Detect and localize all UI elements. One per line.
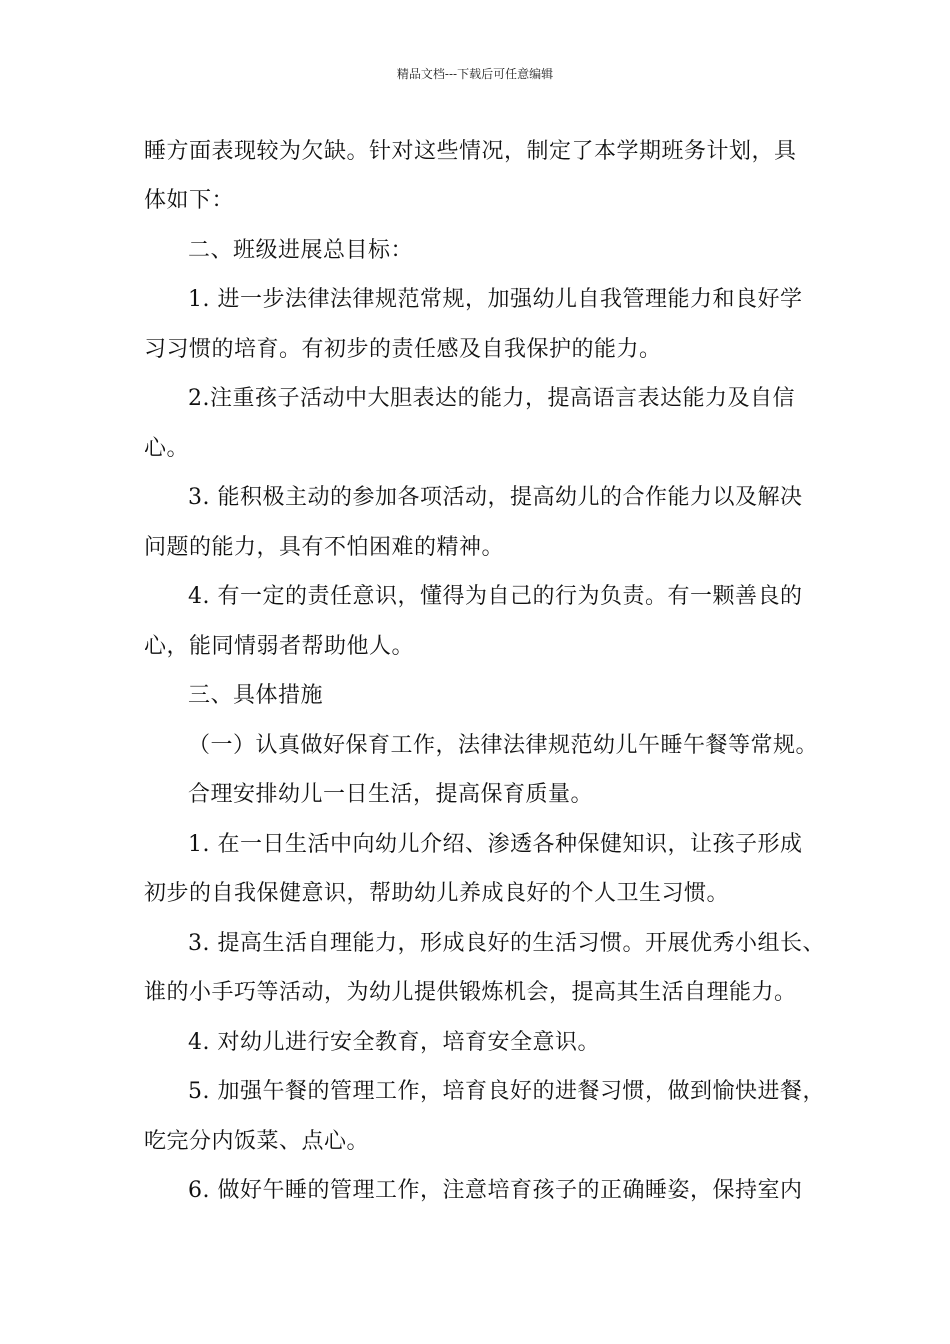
body-line-1: 睡方面表现较为欠缺。针对这些情况，制定了本学期班务计划，具 xyxy=(144,139,797,164)
body-line-7: 心。 xyxy=(144,436,190,461)
body-line-2: 体如下： xyxy=(144,188,235,213)
body-line-16: 初步的自我保健意识，帮助幼儿养成良好的个人卫生习惯。 xyxy=(144,881,730,906)
body-line-15: 1. 在一日生活中向幼儿介绍、渗透各种保健知识，让孩子形成 xyxy=(188,832,803,857)
body-line-9: 问题的能力，具有不怕困难的精神。 xyxy=(144,535,505,560)
body-line-17: 3. 提高生活自理能力，形成良好的生活习惯。开展优秀小组长、 xyxy=(188,931,825,956)
section-heading-goals: 二、班级进展总目标： xyxy=(188,238,414,263)
body-line-4: 1. 进一步法律法律规范常规，加强幼儿自我管理能力和良好学 xyxy=(188,287,803,312)
body-line-6: 2.注重孩子活动中大胆表达的能力，提高语言表达能力及自信 xyxy=(188,386,795,411)
body-line-21: 吃完分内饭菜、点心。 xyxy=(144,1129,370,1154)
body-line-19: 4. 对幼儿进行安全教育，培育安全意识。 xyxy=(188,1030,600,1055)
body-line-8: 3. 能积极主动的参加各项活动，提高幼儿的合作能力以及解决 xyxy=(188,485,803,510)
section-heading-measures: 三、具体措施 xyxy=(188,683,324,708)
body-line-5: 习习惯的培育。有初步的责任感及自我保护的能力。 xyxy=(144,337,662,362)
page-header: 精品文档---下载后可任意编辑 xyxy=(396,67,554,81)
body-line-11: 心，能同情弱者帮助他人。 xyxy=(144,634,415,659)
body-line-13: （一）认真做好保育工作，法律法律规范幼儿午睡午餐等常规。 xyxy=(188,733,819,758)
body-line-20: 5. 加强午餐的管理工作，培育良好的进餐习惯，做到愉快进餐， xyxy=(188,1079,825,1104)
body-line-18: 谁的小手巧等活动，为幼儿提供锻炼机会，提高其生活自理能力。 xyxy=(144,980,797,1005)
body-line-22: 6. 做好午睡的管理工作，注意培育孩子的正确睡姿，保持室内 xyxy=(188,1178,803,1203)
body-line-10: 4. 有一定的责任意识，懂得为自己的行为负责。有一颗善良的 xyxy=(188,584,803,609)
body-line-14: 合理安排幼儿一日生活，提高保育质量。 xyxy=(188,782,594,807)
